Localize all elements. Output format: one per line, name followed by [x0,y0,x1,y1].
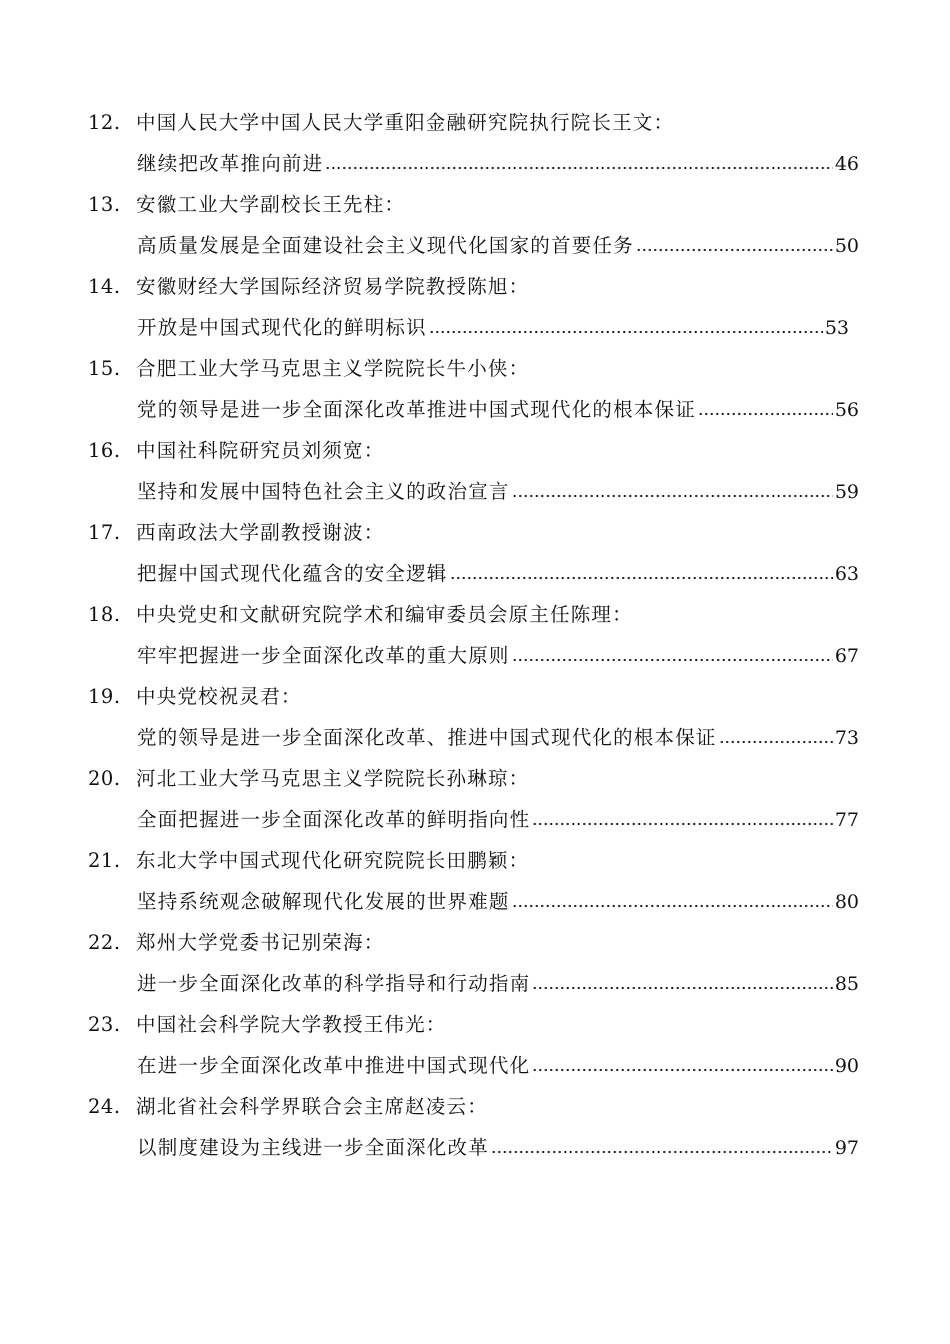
toc-entry-title-line[interactable] [137,1127,859,1168]
toc-entry [0,430,950,512]
dot-leader [325,165,833,171]
toc-entry-number: 22. [88,931,121,954]
toc-entry-author: 中国人民大学中国人民大学重阳金融研究院执行院长王文： [136,111,675,134]
toc-entry [0,1086,950,1168]
toc-entry-page: 77 [834,809,859,831]
toc-entry-author: 安徽财经大学国际经济贸易学院教授陈旭： [136,275,530,298]
toc-entry-title: 继续把改革推向前进 [137,152,324,175]
toc-entry-title-line[interactable] [137,225,859,266]
dot-leader [532,985,833,991]
toc-entry-title: 进一步全面深化改革的科学指导和行动指南 [137,972,531,995]
toc-entry-number: 23. [88,1013,121,1036]
toc-entry [0,676,950,758]
toc-entry-header [88,922,384,963]
toc-entry-page: 90 [834,1055,859,1077]
toc-entry-title: 在进一步全面深化改革中推进中国式现代化 [137,1054,531,1077]
toc-entry-title: 高质量发展是全面建设社会主义现代化国家的首要任务 [137,234,634,257]
toc-entry [0,266,950,348]
toc-entry-title-line[interactable] [137,717,859,758]
toc-entry-page: 56 [834,399,859,421]
toc-entry-header [88,184,405,225]
toc-entry [0,594,950,676]
dot-leader [532,821,833,827]
toc-entry-author: 中国社会科学院大学教授王伟光： [136,1013,447,1036]
toc-entry-title: 牢牢把握进一步全面深化改革的重大原则 [137,644,510,667]
toc-entry-author: 合肥工业大学马克思主义学院院长牛小侠： [136,357,530,380]
toc-entry-number: 12. [88,111,121,134]
toc-entry-header [88,512,384,553]
toc-entry-title-line[interactable] [137,389,859,430]
toc-entry-title: 全面把握进一步全面深化改革的鲜明指向性 [137,808,531,831]
toc-entry-title-line[interactable] [137,635,859,676]
dot-leader [491,1149,833,1155]
toc-entry-title: 把握中国式现代化蕴含的安全逻辑 [137,562,448,585]
dot-leader [719,739,833,745]
toc-entry-author: 东北大学中国式现代化研究院院长田鹏颖： [136,849,530,872]
toc-entry-header [88,1086,488,1127]
toc-entry-page: 97 [834,1137,859,1159]
toc-entry-title: 党的领导是进一步全面深化改革、推进中国式现代化的根本保证 [137,726,717,749]
toc-entry-author: 中央党校祝灵君： [136,685,302,708]
toc-entry-title: 开放是中国式现代化的鲜明标识 [137,316,427,339]
toc-entry-number: 15. [88,357,121,380]
toc-entry-title-line[interactable] [137,799,859,840]
toc-entry-page: 67 [834,645,859,667]
toc-entry-page: 85 [834,973,859,995]
toc-entry-page: 46 [834,153,859,175]
toc-entry-header [88,1004,447,1045]
toc-entry-author: 中央党史和文献研究院学术和编审委员会原主任陈理： [136,603,633,626]
dot-leader [512,493,833,499]
toc-entry-title-line[interactable] [137,143,859,184]
table-of-contents [0,102,950,1168]
toc-entry-title: 坚持和发展中国特色社会主义的政治宣言 [137,480,510,503]
toc-entry-author: 郑州大学党委书记别荣海： [136,931,385,954]
toc-entry-title: 以制度建设为主线进一步全面深化改革 [137,1136,489,1159]
toc-entry-header [88,430,384,471]
toc-entry-number: 24. [88,1095,121,1118]
toc-entry-author: 河北工业大学马克思主义学院院长孙琳琼： [136,767,530,790]
toc-entry-author: 中国社科院研究员刘须宽： [136,439,385,462]
toc-entry-title-line[interactable] [137,307,849,348]
toc-entry-header [88,840,529,881]
toc-entry [0,512,950,594]
toc-entry-header [88,348,529,389]
toc-entry-page: 59 [834,481,859,503]
toc-entry [0,184,950,266]
toc-entry-title: 党的领导是进一步全面深化改革推进中国式现代化的根本保证 [137,398,696,421]
toc-entry-header [88,758,529,799]
dot-leader [450,575,833,581]
toc-entry [0,840,950,922]
toc-entry [0,922,950,1004]
toc-entry-page: 50 [834,235,859,257]
toc-entry-title: 坚持系统观念破解现代化发展的世界难题 [137,890,510,913]
toc-entry-header [88,266,529,307]
toc-entry-number: 19. [88,685,121,708]
toc-entry [0,102,950,184]
toc-entry-number: 16. [88,439,121,462]
dot-leader [429,329,823,335]
toc-entry-author: 湖北省社会科学界联合会主席赵凌云： [136,1095,488,1118]
toc-entry-header [88,594,633,635]
toc-entry-title-line[interactable] [137,553,859,594]
toc-entry-number: 13. [88,193,121,216]
toc-entry-number: 14. [88,275,121,298]
toc-entry [0,1004,950,1086]
toc-entry-page: 73 [834,727,859,749]
toc-entry-number: 17. [88,521,121,544]
toc-entry-number: 18. [88,603,121,626]
dot-leader [512,657,833,663]
toc-entry-page: 63 [834,563,859,585]
toc-entry-page: 80 [834,891,859,913]
toc-entry-author: 西南政法大学副教授谢波： [136,521,385,544]
toc-entry-header [88,676,302,717]
toc-entry-number: 20. [88,767,121,790]
toc-entry-title-line[interactable] [137,471,859,512]
toc-entry-title-line[interactable] [137,1045,859,1086]
dot-leader [636,247,833,253]
toc-entry [0,758,950,840]
toc-entry-author: 安徽工业大学副校长王先柱： [136,193,406,216]
toc-entry-number: 21. [88,849,121,872]
toc-entry-page: 53 [824,317,849,339]
toc-entry-title-line[interactable] [137,881,859,922]
dot-leader [532,1067,833,1073]
toc-entry-title-line[interactable] [137,963,859,1004]
dot-leader [698,411,833,417]
toc-entry [0,348,950,430]
dot-leader [512,903,833,909]
toc-entry-header [88,102,674,143]
